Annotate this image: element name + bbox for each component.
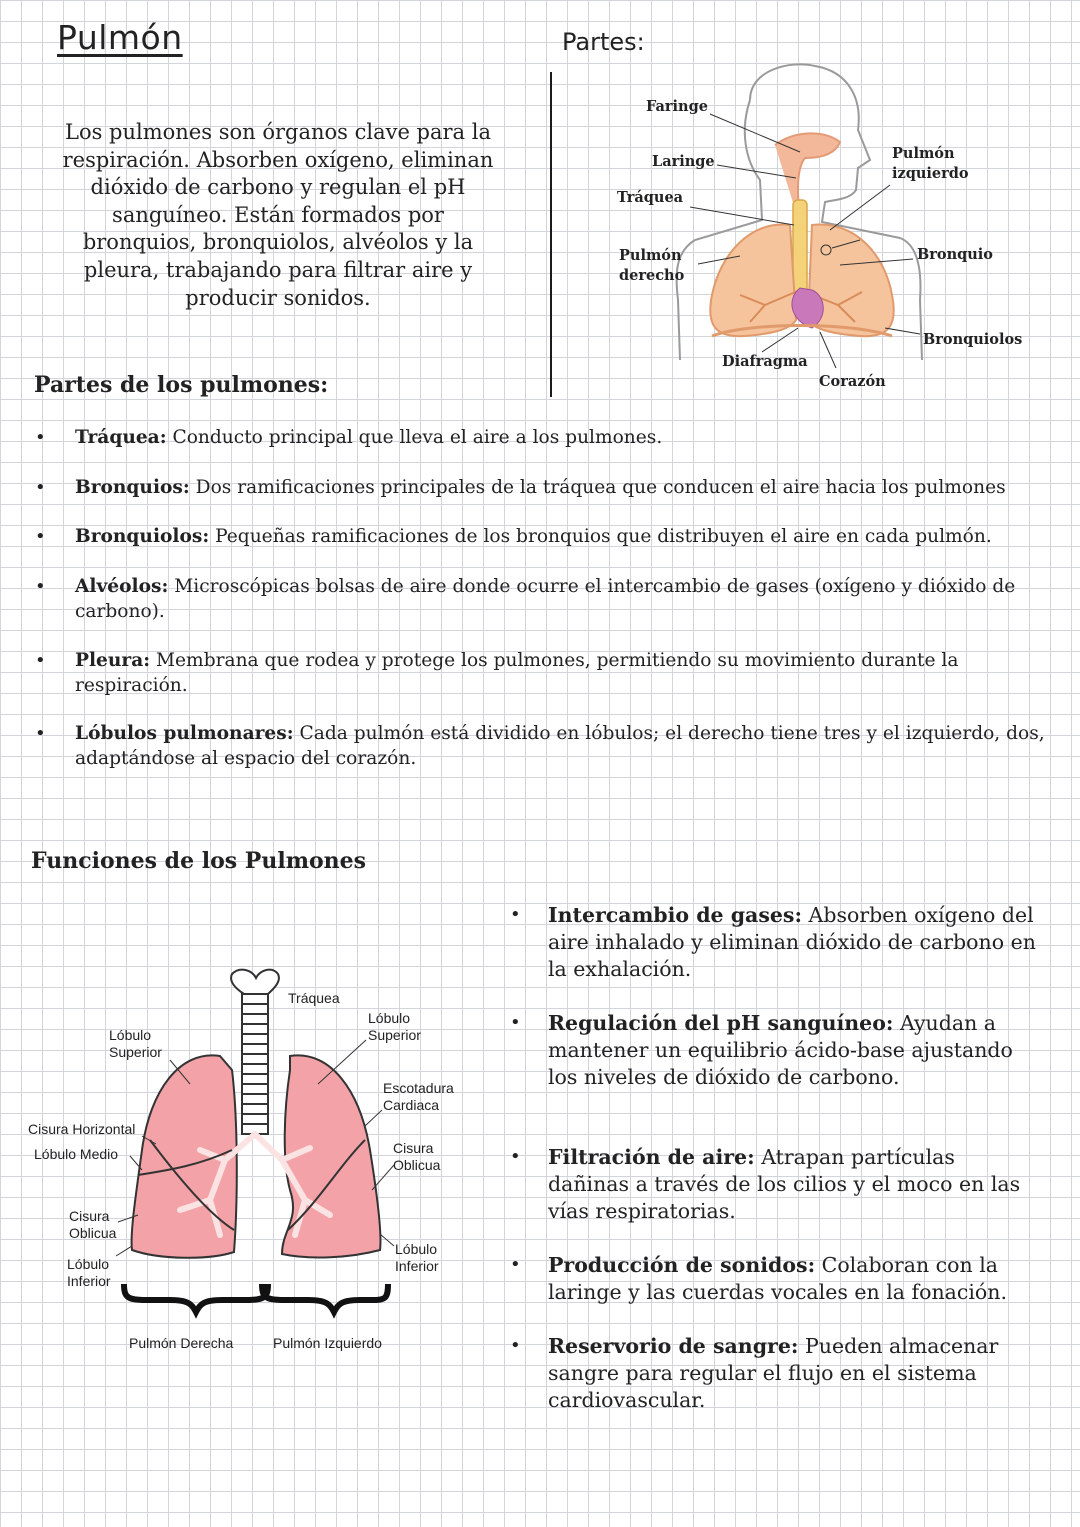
item-term: Intercambio de gases: [548, 903, 803, 927]
label-pulmon-derecho-1: Pulmón [619, 247, 682, 264]
list-item: • Tráquea: Conducto principal que lleva el aire a los pulmones. [35, 427, 663, 448]
label-part: Cisura [69, 1208, 110, 1224]
list-item: • Regulación del pH sanguíneo: Ayudan a mantener un equilibrio ácido-base ajustando los niveles de dióxido de carbono. [510, 1011, 1013, 1089]
label-part: Superior [368, 1027, 421, 1043]
item-text: Conducto principal que lleva el aire a los pulmones. [166, 427, 663, 448]
label-part: Oblicua [393, 1157, 441, 1173]
item-term: Filtración de aire: [548, 1145, 755, 1169]
label-pulmon-derecho-2: derecho [619, 267, 685, 284]
label-pulmon-derecha: Pulmón Derecha [129, 1335, 234, 1351]
label-part: Lóbulo [368, 1010, 411, 1026]
label-part: Lóbulo [109, 1027, 152, 1043]
item-term: Regulación del pH sanguíneo: [548, 1011, 894, 1035]
item-text: Pueden almacenar sangre para regular el flujo en el sistema cardiovascular. [548, 1334, 999, 1412]
label-part: Lóbulo [67, 1256, 110, 1272]
item-term: Alvéolos: [75, 576, 169, 597]
item-text: Ayudan a mantener un equilibrio ácido-base ajustando los niveles de dióxido de carbono. [548, 1011, 1013, 1089]
item-text: Membrana que rodea y protege los pulmones, permitiendo su movimiento durante la respiración. [75, 650, 959, 696]
label-cisura-horizontal: Cisura Horizontal [28, 1121, 136, 1137]
respiratory-diagram [600, 60, 1070, 400]
item-text: Cada pulmón está dividido en lóbulos; el derecho tiene tres y el izquierdo, dos, adaptándose al espacio del corazón. [75, 723, 1045, 769]
item-term: Reservorio de sangre: [548, 1334, 799, 1358]
label-cisura-oblicua-izq [393, 1140, 440, 1174]
label-part: Inferior [67, 1273, 111, 1289]
label-faringe: Faringe [646, 98, 708, 115]
list-item: • Lóbulos pulmonares: Cada pulmón está dividido en lóbulos; el derecho tiene tres y el izquierdo, dos, adaptándose al espacio del corazón. [35, 723, 1045, 769]
item-text: Dos ramificaciones principales de la tráquea que conducen el aire hacia los pulmones [189, 477, 1006, 498]
label-pulmon-izquierdo-bottom: Pulmón Izquierdo [273, 1335, 382, 1351]
item-text: Colaboran con la laringe y las cuerdas vocales en la fonación. [548, 1253, 1007, 1304]
label-lobulo-inferior-der [67, 1256, 111, 1290]
funciones-heading: Funciones de los Pulmones [31, 848, 367, 874]
label-lobulo-inferior-izq [395, 1241, 439, 1275]
item-term: Pleura: [75, 650, 151, 671]
label-part: Oblicua [69, 1225, 117, 1241]
label-escotadura-cardiaca [383, 1080, 454, 1114]
list-item: • Producción de sonidos: Colaboran con la laringe y las cuerdas vocales en la fonación. [510, 1253, 1007, 1304]
label-pulmon-derecho [619, 246, 684, 286]
label-traquea: Tráquea [617, 189, 684, 206]
label-pulmon-izquierdo [892, 144, 969, 184]
label-bronquiolos: Bronquiolos [923, 331, 1023, 348]
list-item: • Intercambio de gases: Absorben oxígeno del aire inhalado y eliminan dióxido de carbono en la exhalación. [510, 903, 1036, 981]
divider-line [550, 72, 552, 397]
item-text: Microscópicas bolsas de aire donde ocurre el intercambio de gases (oxígeno y dióxido de carbono). [75, 576, 1016, 622]
item-text: Atrapan partículas dañinas a través de los cilios y el moco en las vías respiratorias. [548, 1145, 1021, 1223]
label-diafragma: Diafragma [722, 353, 808, 370]
partes-heading: Partes de los pulmones: [34, 372, 329, 398]
label-traquea-bottom: Tráquea [288, 990, 340, 1006]
label-part: Lóbulo [395, 1241, 438, 1257]
label-pulmon-izquierdo-1: Pulmón [892, 145, 955, 162]
item-text: Absorben oxígeno del aire inhalado y eliminan dióxido de carbono en la exhalación. [548, 903, 1036, 981]
label-laringe: Laringe [652, 153, 715, 170]
label-pulmon-izquierdo-2: izquierdo [892, 165, 969, 182]
list-item: • Pleura: Membrana que rodea y protege los pulmones, permitiendo su movimiento durante la respiración. [35, 650, 959, 696]
lungs-lobes-diagram [20, 960, 490, 1360]
label-corazon: Corazón [819, 373, 886, 390]
label-lobulo-medio: Lóbulo Medio [34, 1146, 119, 1162]
partes-title: Partes: [562, 28, 645, 56]
item-term: Lóbulos pulmonares: [75, 723, 294, 744]
intro-paragraph: Los pulmones son órganos clave para la respiración. Absorben oxígeno, eliminan dióxido de carbono y regulan el pH sanguíneo. Están formados por bronquios, bronquiolos, alvéolos y la pleura, trabajando para filtrar aire y producir sonidos. [62, 120, 494, 310]
label-lobulo-superior-izq [368, 1010, 421, 1044]
item-term: Tráquea: [75, 427, 167, 448]
item-text: Pequeñas ramificaciones de los bronquios que distribuyen el aire en cada pulmón. [209, 526, 992, 547]
label-lobulo-superior-der [109, 1027, 162, 1061]
label-part: Escotadura [383, 1080, 454, 1096]
label-part: Cardiaca [383, 1097, 440, 1113]
item-term: Producción de sonidos: [548, 1253, 816, 1277]
list-item: • Bronquios: Dos ramificaciones principales de la tráquea que conducen el aire hacia los pulmones [35, 477, 1006, 498]
list-item: • Filtración de aire: Atrapan partículas dañinas a través de los cilios y el moco en las vías respiratorias. [510, 1145, 1021, 1223]
label-cisura-oblicua-der [69, 1208, 116, 1242]
item-term: Bronquios: [75, 477, 190, 498]
list-item: • Alvéolos: Microscópicas bolsas de aire donde ocurre el intercambio de gases (oxígeno y dióxido de carbono). [35, 576, 1016, 622]
list-item: • Reservorio de sangre: Pueden almacenar sangre para regular el flujo en el sistema cardiovascular. [510, 1334, 999, 1412]
label-part: Inferior [395, 1258, 439, 1274]
label-bronquio: Bronquio [917, 246, 993, 263]
page-title: Pulmón [57, 18, 183, 57]
label-part: Cisura [393, 1140, 434, 1156]
list-item: • Bronquiolos: Pequeñas ramificaciones de los bronquios que distribuyen el aire en cada pulmón. [35, 526, 992, 547]
label-part: Superior [109, 1044, 162, 1060]
item-term: Bronquiolos: [75, 526, 210, 547]
